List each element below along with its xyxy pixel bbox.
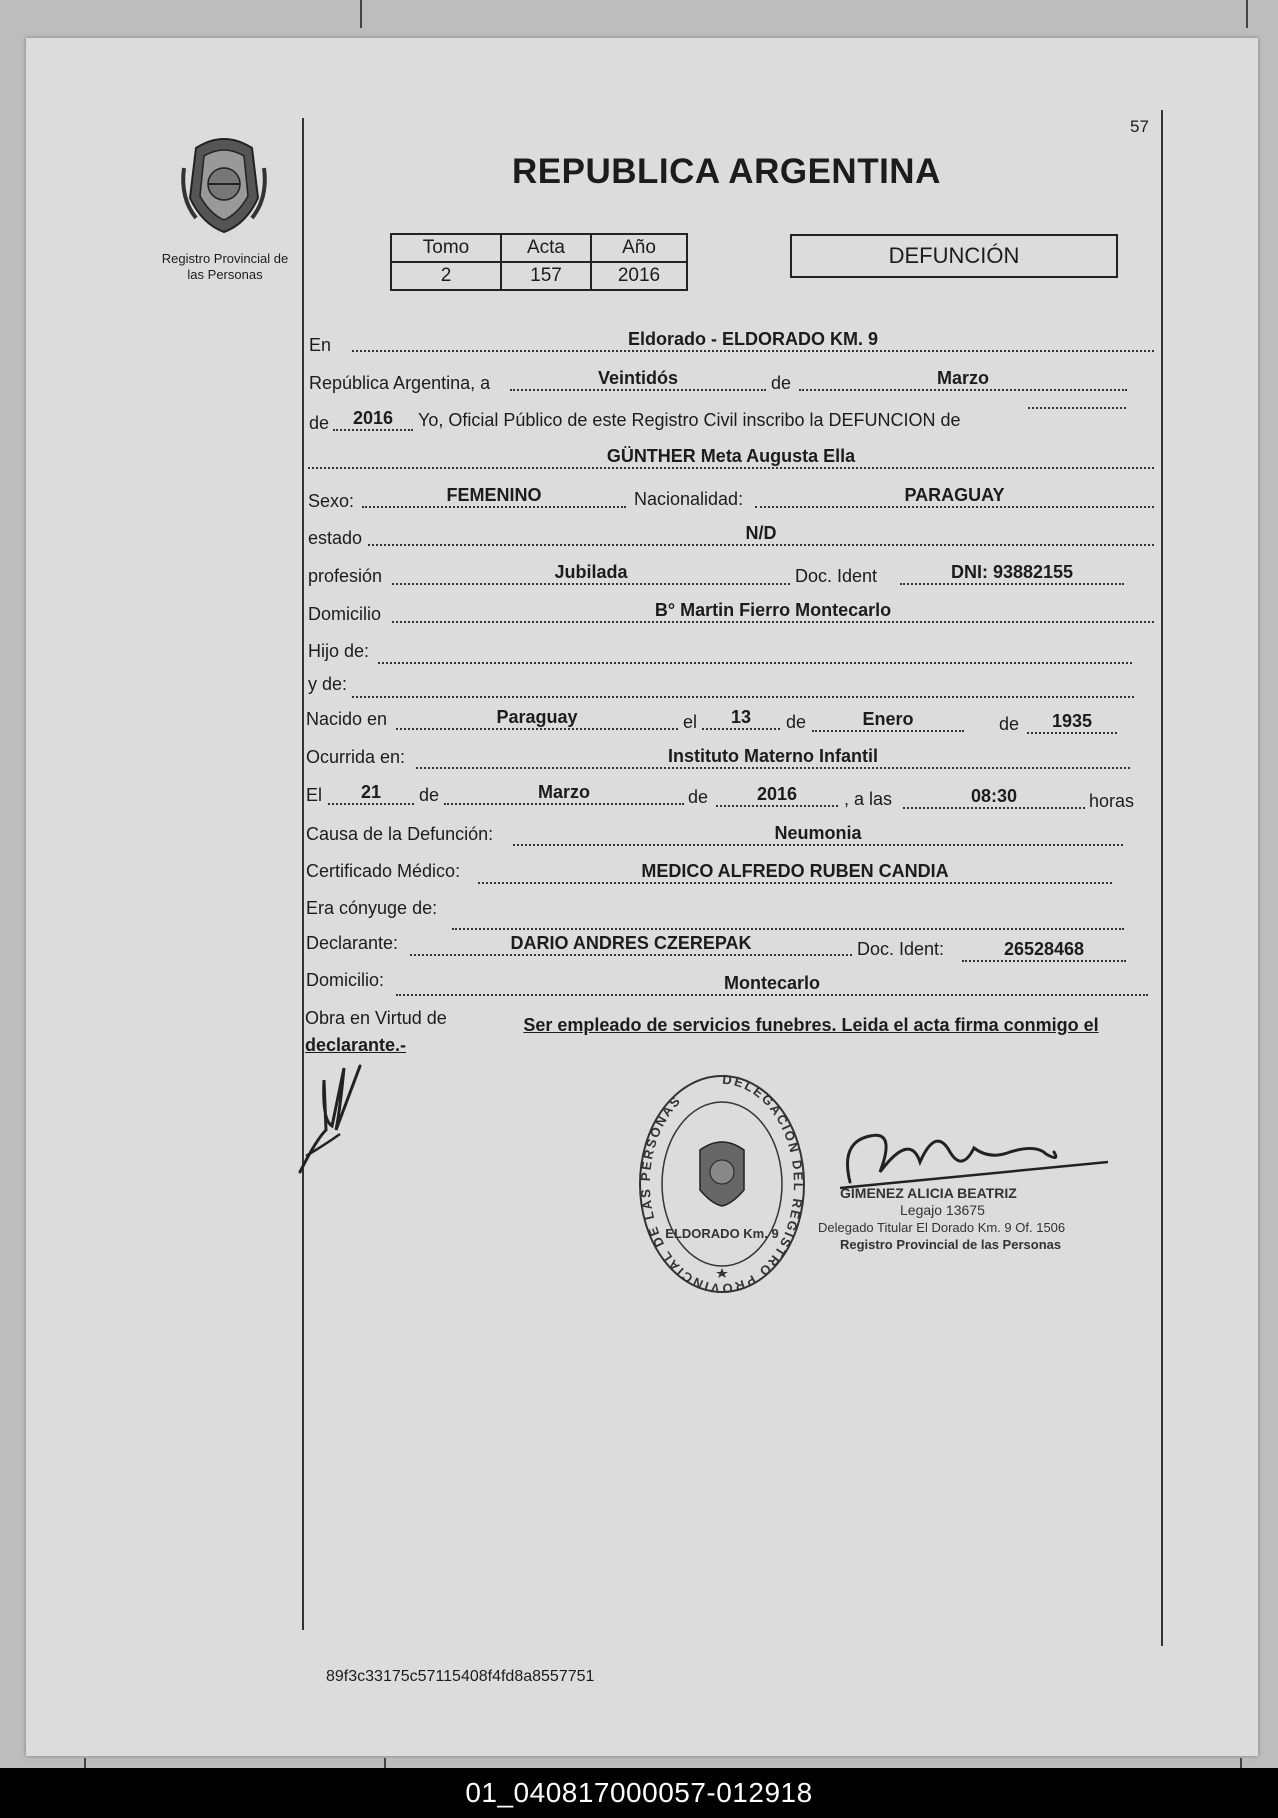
field-dia-texto: Veintidós xyxy=(510,367,766,391)
declarant-signature-icon xyxy=(296,1060,376,1178)
field-mes-registro: Marzo xyxy=(799,367,1127,391)
field-def-anio: 2016 xyxy=(716,783,838,807)
field-causa: Neumonia xyxy=(513,822,1123,846)
label-causa: Causa de la Defunción: xyxy=(306,824,494,844)
label-estado: estado xyxy=(308,528,363,548)
label-el: el xyxy=(683,712,698,732)
stamp-inner-text: ELDORADO Km. 9 xyxy=(665,1226,779,1241)
field-certificado: MEDICO ALFREDO RUBEN CANDIA xyxy=(478,860,1112,884)
field-hora: 08:30 xyxy=(903,785,1085,809)
field-sexo: FEMENINO xyxy=(362,484,626,508)
field-nac-anio: 1935 xyxy=(1027,710,1117,734)
officer-block xyxy=(818,1185,1108,1253)
officer-legajo: Legajo 13675 xyxy=(900,1202,985,1218)
text-inscripcion: Yo, Oficial Público de este Registro Civil inscribo la DEFUNCION de xyxy=(418,410,961,430)
field-nacionalidad: PARAGUAY xyxy=(755,484,1154,508)
label-def-de2: de xyxy=(688,787,709,807)
left-margin-rule xyxy=(302,118,304,1630)
label-doc-declarante: Doc. Ident: xyxy=(857,939,945,959)
edge-mark xyxy=(360,0,362,28)
field-def-dia: 21 xyxy=(328,781,414,805)
scan-id-bar: 01_040817000057-012918 xyxy=(0,1768,1278,1818)
label-ocurrida-en: Ocurrida en: xyxy=(306,747,406,767)
field-doc-declarante: 26528468 xyxy=(962,938,1126,962)
label-a-las: , a las xyxy=(844,789,893,809)
header-tomo: Tomo xyxy=(391,234,501,262)
field-doc-ident: DNI: 93882155 xyxy=(900,561,1124,585)
field-lugar: Eldorado - ELDORADO KM. 9 xyxy=(352,328,1154,352)
label-horas: horas xyxy=(1089,791,1135,811)
label-de: de xyxy=(771,373,792,393)
header-acta: Acta xyxy=(501,234,591,262)
label-declarante: Declarante: xyxy=(306,933,399,953)
value-acta: 157 xyxy=(501,262,591,290)
registry-name: Registro Provincial de las Personas xyxy=(161,251,289,282)
label-nac-de2: de xyxy=(999,714,1020,734)
field-nacido-lugar: Paraguay xyxy=(396,706,678,730)
label-conyuge: Era cónyuge de: xyxy=(306,898,438,918)
field-nac-mes: Enero xyxy=(812,708,964,732)
label-nacido-en: Nacido en xyxy=(306,709,388,729)
field-declarante: DARIO ANDRES CZEREPAK xyxy=(410,932,852,956)
document-page xyxy=(26,38,1258,1756)
value-tomo: 2 xyxy=(391,262,501,290)
edge-mark xyxy=(1246,0,1248,28)
document-type-box: DEFUNCIÓN xyxy=(790,234,1118,278)
tomo-acta-ano-table xyxy=(390,233,688,291)
right-margin-rule xyxy=(1161,110,1163,1646)
label-def-de1: de xyxy=(419,785,440,805)
table-header-row xyxy=(391,234,687,262)
label-domicilio-declarante: Domicilio: xyxy=(306,970,385,990)
field-hijo-de xyxy=(378,640,1132,664)
table-value-row xyxy=(391,262,687,290)
officer-role: Delegado Titular El Dorado Km. 9 Of. 1506 xyxy=(818,1220,1066,1235)
field-obra-line2: declarante.- xyxy=(305,1035,407,1055)
label-doc-ident: Doc. Ident xyxy=(795,566,878,586)
label-fecha-el: El xyxy=(306,785,323,805)
officer-org: Registro Provincial de las Personas xyxy=(840,1237,1062,1252)
svg-text:DELEGACION DEL REGISTRO PROVIN: DELEGACION DEL REGISTRO PROVINCIAL DE LAS PERSONAS xyxy=(637,1072,807,1297)
field-nac-dia: 13 xyxy=(702,706,780,730)
field-y-de xyxy=(352,674,1134,698)
coat-of-arms-icon xyxy=(176,128,272,238)
document-hash: 89f3c33175c57115408f4fd8a8557751 xyxy=(326,1668,595,1685)
page-number: 57 xyxy=(1130,117,1149,136)
officer-signature-icon xyxy=(840,1122,1110,1192)
label-en: En xyxy=(309,335,332,355)
label-de2: de xyxy=(309,413,330,433)
official-seal-icon xyxy=(636,1072,808,1300)
field-def-mes: Marzo xyxy=(444,781,684,805)
field-ocurrida: Instituto Materno Infantil xyxy=(416,745,1130,769)
field-obra-line1: Ser empleado de servicios funebres. Leida el acta firma conmigo el xyxy=(523,1015,1099,1035)
label-certificado: Certificado Médico: xyxy=(306,861,461,881)
label-sexo: Sexo: xyxy=(308,491,355,511)
label-nac-de1: de xyxy=(786,712,807,732)
officer-name: GIMENEZ ALICIA BEATRIZ xyxy=(840,1185,1017,1201)
label-republica: República Argentina, a xyxy=(309,373,491,393)
value-ano: 2016 xyxy=(591,262,687,290)
label-nacionalidad: Nacionalidad: xyxy=(634,489,744,509)
field-blank-after-defuncion xyxy=(1028,407,1126,409)
label-y-de: y de: xyxy=(308,674,348,694)
field-domicilio: B° Martin Fierro Montecarlo xyxy=(392,599,1154,623)
page-title: REPUBLICA ARGENTINA xyxy=(512,152,941,191)
header-ano: Año xyxy=(591,234,687,262)
label-profesion: profesión xyxy=(308,566,383,586)
field-anio-registro: 2016 xyxy=(333,407,413,431)
field-estado: N/D xyxy=(368,522,1154,546)
label-domicilio: Domicilio xyxy=(308,604,382,624)
field-profesion: Jubilada xyxy=(392,561,790,585)
field-nombre: GÜNTHER Meta Augusta Ella xyxy=(308,445,1154,469)
label-hijo-de: Hijo de: xyxy=(308,641,370,661)
field-domicilio-declarante: Montecarlo xyxy=(396,972,1148,996)
label-obra: Obra en Virtud de xyxy=(305,1008,447,1028)
field-conyuge xyxy=(452,906,1124,930)
